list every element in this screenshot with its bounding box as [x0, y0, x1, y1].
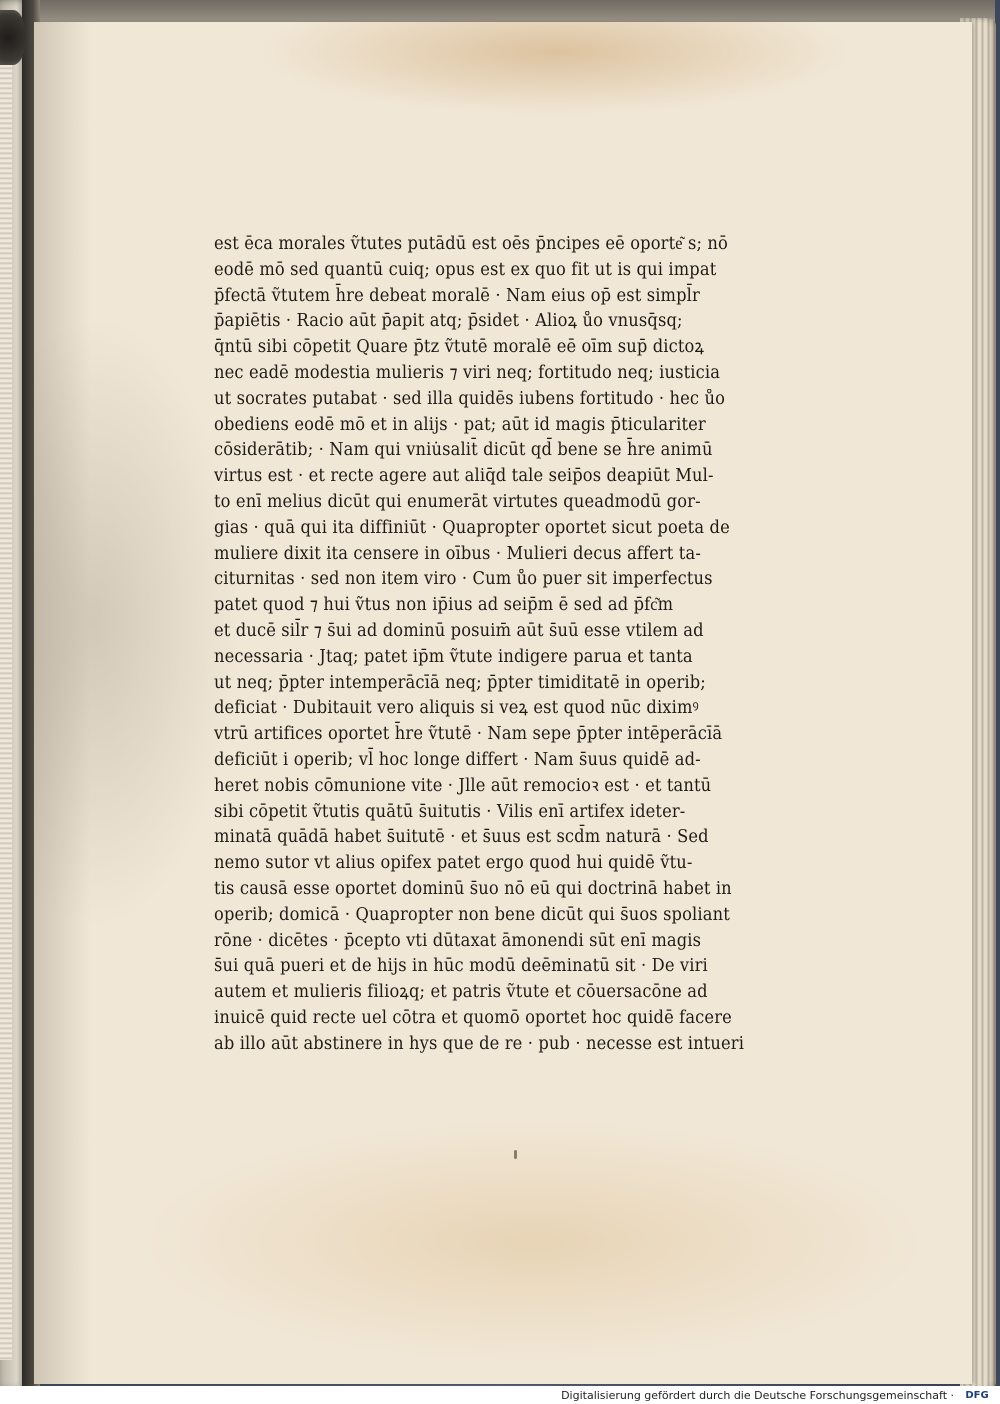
text-line: ab illo aūt abstinere in hys que de re · pub · necesse est intueri	[214, 1033, 745, 1054]
text-line: s̄ui quā pueri et de hijs in hūc modū deēminatū sit · De viri	[214, 956, 708, 977]
manuscript-page	[34, 22, 972, 1384]
text-line: necessaria · Jtaq; patet ip̄m ṽtute indigere parua et tanta	[214, 646, 693, 667]
text-line: virtus est · et recte agere aut aliq̄d tale seip̄os deapiūt Mul-	[214, 466, 714, 487]
text-line: inuicē quid recte uel cōtra et quomō oportet hoc quidē facere	[214, 1007, 732, 1028]
binding-curl	[0, 10, 26, 65]
text-line: p̄fectā ṽtutem h̄re debeat moralē · Nam eius op̄ est simpl̄r	[214, 285, 700, 306]
text-line: heret nobis cōmunione vite · Jlle aūt remocioꝛ est · et tantū	[214, 775, 712, 796]
text-line: sibi cōpetit ṽtutis quātū s̄uitutis · Vilis enī artifex ideter-	[214, 801, 686, 822]
text-line: operib; domicā · Quapropter non bene dicūt qui s̄uos spoliant	[214, 904, 730, 925]
footer-credit: Digitalisierung gefördert durch die Deutsche Forschungsgemeinschaft ·	[561, 1389, 954, 1402]
text-line: nec eadē modestia mulieris ⁊ viri neq; fortitudo neq; iusticia	[214, 362, 721, 383]
text-line: nemo sutor vt alius opifex patet ergo quod hui̇ quidē ṽtu-	[214, 853, 693, 874]
text-line: ut socrates putabat · sed illa quidēs iubens fortitudo · hec ůo	[214, 388, 726, 409]
text-line: tis causā esse oportet dominū s̄uo nō eū qui doctrinā habet in	[214, 878, 732, 899]
text-block	[214, 232, 754, 1058]
text-line: vtrū artifices oportet h̄re ṽtutē · Nam sepe p̄pter intēperācīā	[214, 724, 723, 745]
text-line: est ēca morales ṽtutes putādū est oēs p̄ncipes eē oporte͂ s; nō	[214, 234, 728, 254]
text-line: rōne · dicētes · p̄cepto vti dūtaxat āmonendi sūt enī magis	[214, 930, 702, 951]
text-line: gias · quā qui ita diffiniūt · Quapropter oportet sicut poeta de	[214, 517, 730, 538]
text-line: q̄ntū sibi cōpetit Quare p̄tz ṽtutē moralē eē oīm sup̄ dictoꝝ	[214, 337, 705, 358]
text-line: citurnitas · sed non item viro · Cum ůo puer sit imperfectus	[214, 569, 713, 590]
text-line: to enī melius dicūt qui enumerāt virtutes queadmodū gor-	[214, 491, 701, 512]
text-line: autem et mulieris filioꝝq; et patris ṽtute et cōuersacōne ad	[214, 982, 708, 1003]
text-line: deficiat · Dubitauit vero aliquis si veꝝ est quod nūc diximꝰ	[214, 698, 699, 719]
footer-bar	[0, 1386, 1000, 1404]
text-line: deficiūt i operib; vl̄ hoc longe differt · Nam s̄uus quidē ad-	[214, 749, 701, 770]
text-line: patet quod ⁊ hui̇ ṽtus non ip̄ius ad seip̄m ē sed ad p̄fc͂m	[214, 595, 674, 616]
text-line: ut neq; p̄pter intemperācīā neq; p̄pter timiditatē in operib;	[214, 672, 706, 693]
text-line: cōsiderātib; · Nam qui vniu̇salit̄ dicūt qd̄ bene se h̄re animū	[214, 440, 713, 461]
text-line: obediens eodē mō et in alijs · pat; aūt id magis p̄ticulariter	[214, 414, 706, 435]
dfg-logo: DFG	[965, 1390, 989, 1401]
text-line: et ducē sil̄r ⁊ s̄ui ad dominū posuim̄ aūt s̄uū esse vtilem ad	[214, 620, 704, 641]
paper-blemish	[514, 1150, 517, 1159]
text-line: minatā quādā habet s̄uitutē · et s̄uus est scd̄m naturā · Sed	[214, 827, 709, 848]
left-page-leaves	[0, 20, 12, 1360]
text-line: muliere dixit ita censere in oībus · Mulieri decus affert ta-	[214, 543, 701, 564]
text-line: eodē mō sed quantū cuiq; opus est ex quo fit ut is qui impat	[214, 259, 717, 280]
text-line: p̄apiētis · Racio aūt p̄apit atq; p̄sidet · Alioꝝ ůo vnusq̄sq;	[214, 311, 683, 332]
